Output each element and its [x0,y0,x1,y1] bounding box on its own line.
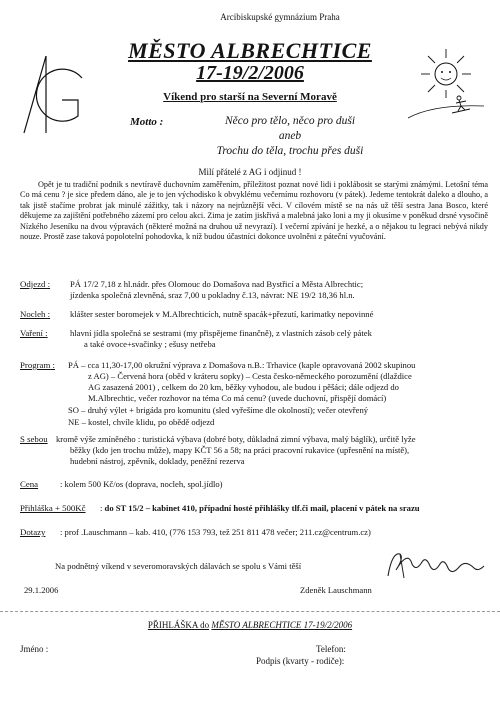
event-subtitle: Víkend pro starší na Severní Moravě [163,91,337,103]
questions-label: Dotazy [20,527,46,537]
greeting: Milí přátelé z AG i odjinud ! [198,167,302,177]
program-line-6: NE – kostel, chvíle klidu, po obědě odjezd [68,417,215,427]
questions-line: : prof .Lauschmann – kab. 410, (776 153 793, tež 251 811 478 večer; 211.cz@centrum.cz) [60,527,371,537]
handwritten-signature [382,544,486,586]
parent-signature-label: Podpis (kvarty - rodiče): [256,656,345,666]
packing-line-3: hudební nástroj, zpěvník, doklady, peněžní rezerva [70,456,245,466]
meals-line-1: hlavní jídla společná se sestrami (my přispějeme finančně), z vlastních zásob celý pátek [70,328,372,338]
sun-skier-doodle-icon [404,46,488,126]
program-line-5: SO – druhý výlet + brigáda pro komunitu (sled vyřešíme dle okolností); večer otevřený [68,405,369,415]
motto-label: Motto : [130,116,164,128]
motto-line-2: aneb [278,130,302,142]
cut-line [0,611,500,612]
meals-label: Vaření : [20,328,48,338]
closing-date: 29.1.2006 [24,585,59,595]
program-line-2: z AG) – Červená hora (oběd v kráteru sopky) – Cesta česko-německého porozumění (dlaždice [88,371,412,381]
program-line-3: AG zasazená 2001) , celkem do 20 km, běžky vyhodou, ale budou i pěšáci; dále odjezd do [88,382,399,392]
lodging-label: Nocleh : [20,309,51,319]
lodging-line-1: klášter sester boromejek v M.Albrechticích, nutně spacák+přezutí, karimatky nepovinné [70,309,374,319]
parent-signature-field[interactable] [360,664,480,665]
motto-line-1: Něco pro tělo, něco pro duši [224,115,356,127]
program-line-4: M.Albrechtic, večer rozhovor na téma Co má cenu? (uvede duchovní, přispějí domácí) [88,393,387,403]
program-line-1: PÁ – cca 11,30-17,00 okružní výprava z Domašova n.B.: Trhavice (kaple opravovaná 2002 skupinou [68,360,416,370]
school-name: Arcibiskupské gymnázium Praha [220,12,340,22]
phone-label: Telefon: [316,644,346,654]
program-label: Program : [20,360,55,370]
registration-label: Přihláška + 500Kč [20,503,86,513]
intro-paragraph: Opět je tu tradiční podnik s nevtíravě duchovním zaměřením, příležitost poznat nové lidi i poklábosit se starými známými. Letošní téma Co má cenu ? je sice předem dáno, ale je to jen východisko k obvyklému večernímu rozhovoru (v pátek). Jedeme tentokrát daleko a dlouho, a tak jistě stačíme probrat jak minulé zážitky, tak i názory na nejrůznější věci. V cílovém místě se na nás už těší sestra Jana Bosco, které děkujeme za zajištění potřebného zázemí pro celou akci. Zima je zatím jiskřivá a malebná jako loni a my ji okusíme v poněkud drsné vysočině Nízkého Jeseníku na dvou výpravách (některé možná na druhou už nevyrazí). I večerní zpívání je hezké, a o nějakou tu legraci nebývá nikdy nouze. Prostě zase taková popolotelní pohodovka, k níž budou účastníci dokonce uvolněni z páteční vyučování. [20,180,488,242]
event-dates: 17-19/2/2006 [196,62,304,84]
signature-name: Zdeněk Lauschmann [300,585,372,595]
phone-field[interactable] [352,652,472,653]
registration-line: : do ST 15/2 – kabinet 410, případní hosté přihlášky tlf.či mail, placení v pátek na srazu [100,503,420,513]
meals-line-2: a také ovoce+svačinky ; ešusy netřeba [84,339,216,349]
departure-label: Odjezd : [20,279,51,289]
motto-line-3: Trochu do těla, trochu přes duši [216,145,364,157]
form-title: PŘIHLÁŠKA do MĚSTO ALBRECHTICE 17-19/2/2006 [147,620,353,630]
ag-logo [14,48,94,138]
price-label: Cena [20,479,39,489]
packing-line-1: kromě výše zmíněného : turistická výbava (dobré boty, důkladná zimní výbava, malý báglík), určitě lyže [56,434,416,444]
closing-note: Na podnětný víkend v severomoravských dálavách se spolu s Vámi těší [55,561,302,571]
departure-line-1: PÁ 17/2 7,18 z hl.nádr. přes Olomouc do Domašova nad Bystřicí a Města Albrechtic; [70,279,364,289]
packing-label: S sebou [20,434,48,444]
name-field[interactable] [60,652,220,653]
packing-line-2: běžky (kdo jen trochu může), mapy KČT 56 a 58; na práci pracovní rukavice (upřesnění na místě), [70,445,410,455]
price-line: : kolem 500 Kč/os (doprava, nocleh, spol.jídlo) [60,479,223,489]
departure-line-2: jízdenka společná zlevněná, sraz 7,00 u pokladny č.13, návrat: NE 19/2 18,36 hl.n. [70,290,355,300]
event-title: MĚSTO ALBRECHTICE [128,38,372,63]
name-label: Jméno : [20,644,49,654]
